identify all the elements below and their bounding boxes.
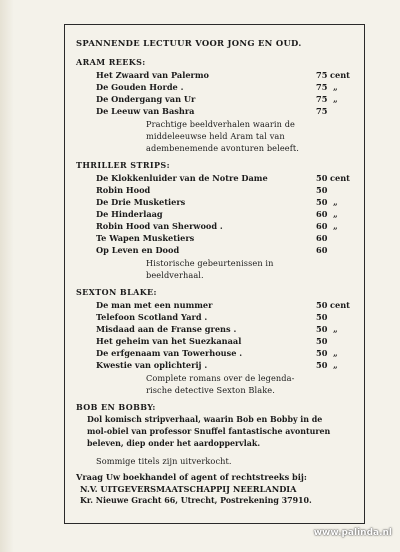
list-item-title: Telefoon Scotland Yard .: [96, 312, 208, 322]
list-item-price: 75: [316, 82, 328, 92]
list-item-title: Het geheim van het Suezkanaal: [96, 336, 242, 346]
list-item-price: 50: [316, 173, 328, 183]
list-item-title: De Ondergang van Ur: [96, 94, 196, 104]
list-item-title: Het Zwaard van Palermo: [96, 70, 209, 80]
list-item-price: 50: [316, 185, 328, 195]
soldout-note: Sommige titels zijn uitverkocht.: [96, 456, 232, 466]
list-item-price: 75: [316, 94, 328, 104]
bob-description: beleven, diep onder het aardoppervlak.: [87, 439, 261, 448]
publisher-name: N.V. UITGEVERSMAATSCHAPPIJ NEERLANDIA: [80, 484, 297, 494]
list-item-title: De Klokkenluider van de Notre Dame: [96, 173, 268, 183]
section-title-sexton: SEXTON BLAKE:: [76, 287, 157, 297]
list-item-title: De Hinderlaag: [96, 209, 163, 219]
list-item-price: 50: [316, 360, 328, 370]
section-title-aram: ARAM REEKS:: [76, 57, 146, 67]
section-description: Historische gebeurtenissen in: [146, 258, 274, 268]
list-item-title: Kwestie van oplichterij .: [96, 360, 208, 370]
list-item-unit: „: [333, 209, 338, 219]
section-description: middeleeuwse held Aram tal van: [146, 131, 285, 141]
list-item-unit: „: [333, 360, 338, 370]
list-item-unit: „: [333, 221, 338, 231]
list-item-price: 50: [316, 324, 328, 334]
list-item-title: De man met een nummer: [96, 300, 213, 310]
list-item-unit: cent: [330, 173, 350, 183]
catalog-header: SPANNENDE LECTUUR VOOR JONG EN OUD.: [76, 38, 302, 48]
list-item-unit: „: [333, 197, 338, 207]
section-description: rische detective Sexton Blake.: [146, 385, 275, 395]
list-item-unit: cent: [330, 70, 350, 80]
list-item-title: De Drie Musketiers: [96, 197, 186, 207]
list-item-title: Misdaad aan de Franse grens .: [96, 324, 237, 334]
list-item-title: Robin Hood van Sherwood .: [96, 221, 223, 231]
list-item-price: 50: [316, 197, 328, 207]
publisher-address: Kr. Nieuwe Gracht 66, Utrecht, Postrekening 37910.: [80, 496, 312, 505]
bob-description: Dol komisch stripverhaal, waarin Bob en Bobby in de: [87, 415, 323, 424]
list-item-price: 50: [316, 348, 328, 358]
list-item-unit: „: [333, 82, 338, 92]
list-item-title: Te Wapen Musketiers: [96, 233, 195, 243]
list-item-title: De Gouden Horde .: [96, 82, 184, 92]
list-item-price: 60: [316, 221, 328, 231]
section-description: beeldverhaal.: [146, 270, 204, 280]
list-item-price: 50: [316, 300, 328, 310]
list-item-price: 75: [316, 70, 328, 80]
section-title-bob: BOB EN BOBBY:: [76, 402, 156, 412]
list-item-price: 75: [316, 106, 328, 116]
list-item-price: 60: [316, 209, 328, 219]
list-item-price: 50: [316, 336, 328, 346]
section-description: adembenemende avonturen beleeft.: [146, 143, 299, 153]
list-item-title: De erfgenaam van Towerhouse .: [96, 348, 243, 358]
list-item-unit: „: [333, 348, 338, 358]
section-description: Complete romans over de legenda-: [146, 373, 295, 383]
section-description: Prachtige beeldverhalen waarin de: [146, 119, 295, 129]
order-instruction: Vraag Uw boekhandel of agent of rechtstreeks bij:: [76, 472, 307, 482]
list-item-unit: cent: [330, 300, 350, 310]
bob-description: mol-obiel van professor Snuffel fantastische avonturen: [87, 427, 331, 436]
list-item-price: 60: [316, 245, 328, 255]
list-item-title: Robin Hood: [96, 185, 151, 195]
list-item-title: Op Leven en Dood: [96, 245, 180, 255]
list-item-price: 60: [316, 233, 328, 243]
list-item-title: De Leeuw van Bashra: [96, 106, 195, 116]
page-fold-shadow: [0, 0, 14, 552]
section-title-thriller: THRILLER STRIPS:: [76, 160, 170, 170]
site-watermark: www.palinda.nl: [313, 528, 392, 538]
list-item-unit: „: [333, 94, 338, 104]
list-item-unit: „: [333, 324, 338, 334]
list-item-price: 50: [316, 312, 328, 322]
